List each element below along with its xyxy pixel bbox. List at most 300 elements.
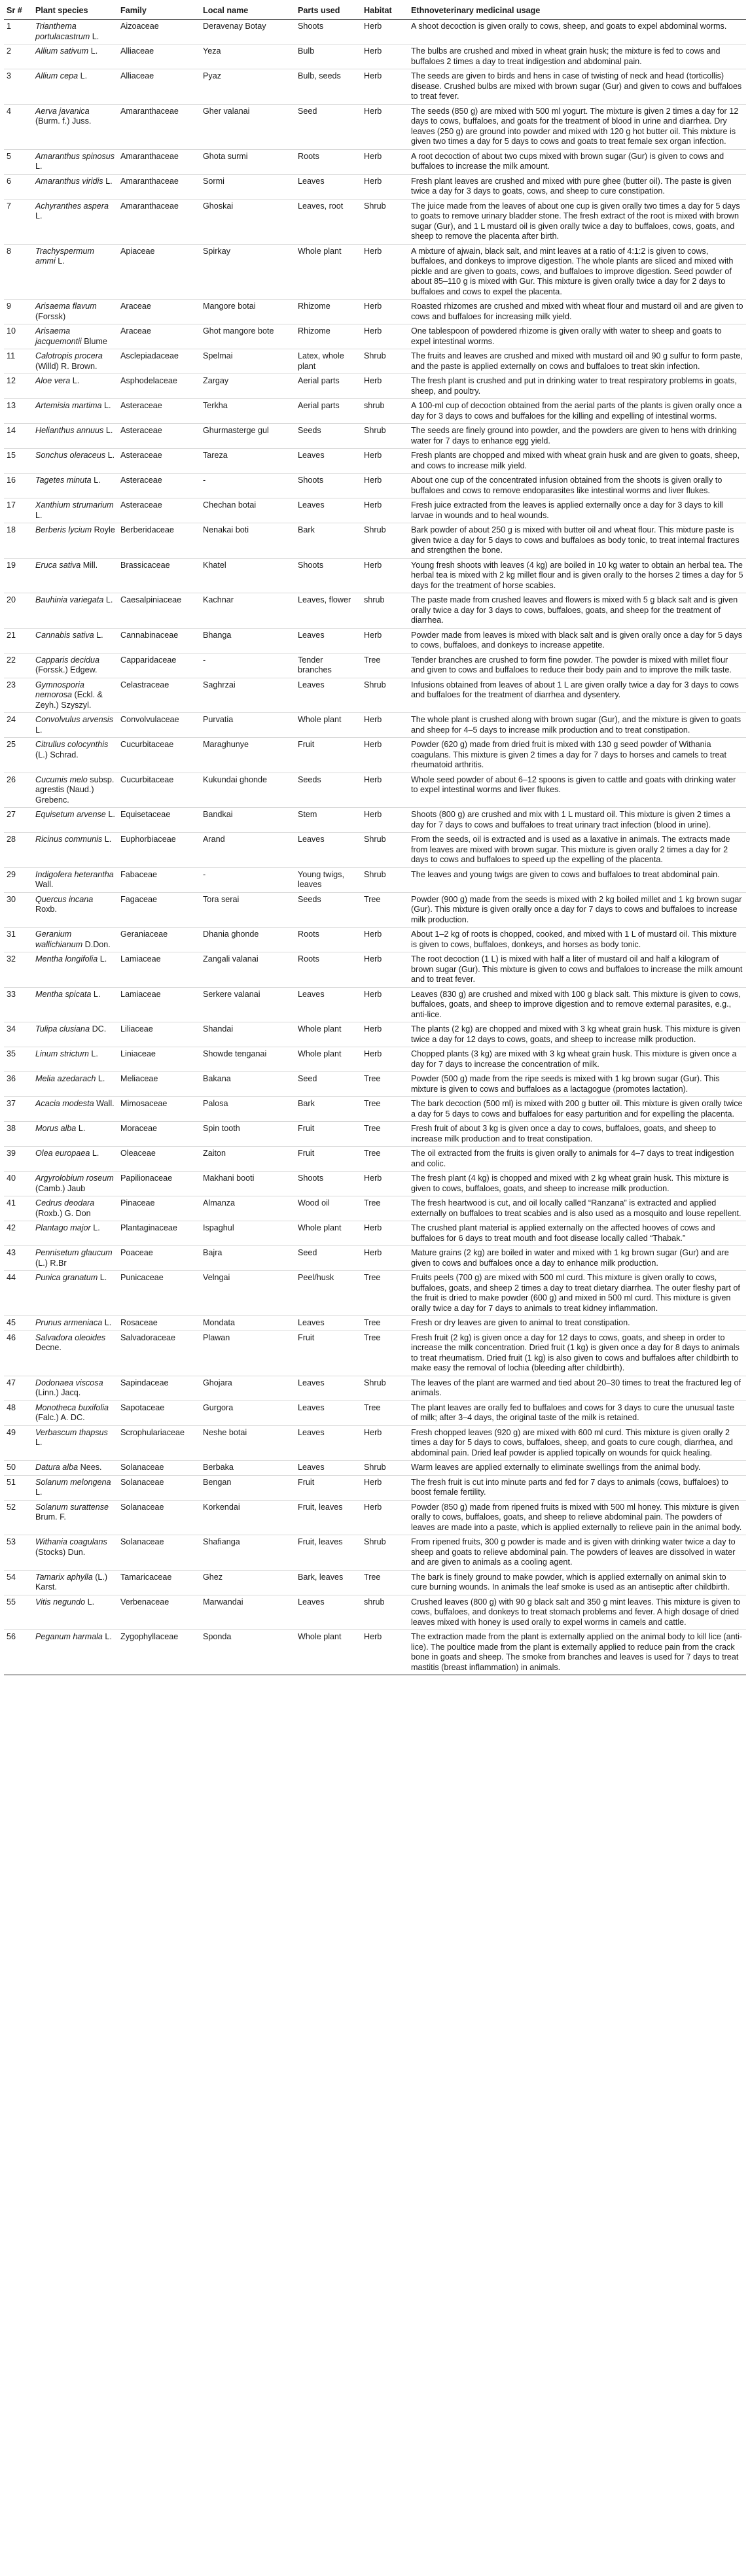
parts-used: Whole plant xyxy=(295,1630,361,1675)
local-name: Mondata xyxy=(200,1316,295,1331)
medicinal-usage: A 100-ml cup of decoction obtained from the aerial parts of the plants is given orally once a day for 3 days to cows and buffaloes for the killing and expelling of intestinal worms. xyxy=(408,399,746,424)
sr-number: 14 xyxy=(4,424,33,449)
parts-used: Bark xyxy=(295,1097,361,1122)
medicinal-usage: About one cup of the concentrated infusion obtained from the shoots is given orally to buffaloes and cows to remove endoparasites like intestinal worms and liver flukes. xyxy=(408,474,746,498)
family: Zygophyllaceae xyxy=(118,1630,200,1675)
species-name: Allium sativum xyxy=(35,46,89,56)
parts-used: Leaves xyxy=(295,498,361,523)
family: Brassicaceae xyxy=(118,558,200,593)
table-row xyxy=(4,593,746,629)
local-name: Bengan xyxy=(200,1475,295,1500)
table-row xyxy=(4,300,746,324)
parts-used: Leaves xyxy=(295,1316,361,1331)
plant-species xyxy=(33,374,118,399)
species-name: Solanum melongena xyxy=(35,1477,111,1487)
local-name: Spelmai xyxy=(200,349,295,374)
species-name: Trachyspermum ammi xyxy=(35,246,95,266)
species-name: Arisaema flavum xyxy=(35,302,97,311)
table-row xyxy=(4,1595,746,1630)
species-name: Xanthium strumarium xyxy=(35,500,114,510)
medicinal-usage: Fresh fruit of about 3 kg is given once a day to cows, buffaloes, goats, and sheep to increase milk production and to treat constipation. xyxy=(408,1122,746,1147)
plant-species xyxy=(33,558,118,593)
family: Asteraceae xyxy=(118,498,200,523)
table-row xyxy=(4,199,746,244)
medicinal-usage: Powder made from leaves is mixed with black salt and is given orally once a day for 5 days to cows, buffaloes, and donkeys to increase appetite. xyxy=(408,628,746,653)
plant-species xyxy=(33,1331,118,1376)
species-name: Dodonaea viscosa xyxy=(35,1378,103,1387)
medicinal-usage: One tablespoon of powdered rhizome is given orally with water to sheep and goats to expel intestinal worms. xyxy=(408,324,746,349)
medicinal-usage: Fresh fruit (2 kg) is given once a day for 12 days to cows, goats, and sheep in order to increase the milk concentration. Dried fruit (1 kg) is given once a day for 8 days to animals to treat rheumatism. Dried fruit (1 kg) is also given to cows and buffaloes after childbirth to make easy the removal of lochia (bleeding after childbirth). xyxy=(408,1331,746,1376)
plant-species xyxy=(33,1475,118,1500)
species-authority: L. xyxy=(35,510,43,520)
parts-used: Stem xyxy=(295,808,361,833)
plant-species xyxy=(33,1122,118,1147)
medicinal-usage: From ripened fruits, 300 g powder is made and is given with drinking water twice a day to sheep and goats to relieve abdominal pain. The powders of leaves are dissolved in water and are given to animals as a cooling agent. xyxy=(408,1535,746,1571)
parts-used: Leaves xyxy=(295,1595,361,1630)
habitat: Herb xyxy=(361,1246,408,1271)
plant-species xyxy=(33,20,118,44)
species-authority: Decne. xyxy=(35,1343,62,1352)
local-name: Korkendai xyxy=(200,1500,295,1535)
plant-species xyxy=(33,1271,118,1316)
species-name: Eruca sativa xyxy=(35,560,81,570)
local-name: Showde tenganai xyxy=(200,1047,295,1072)
local-name: Shandai xyxy=(200,1022,295,1047)
local-name: Spirkay xyxy=(200,244,295,300)
table-row xyxy=(4,1500,746,1535)
species-authority: subsp. agrestis (Naud.) Grebenc. xyxy=(35,775,115,805)
table-row xyxy=(4,244,746,300)
table-row xyxy=(4,474,746,498)
species-name: Trianthema portulacastrum xyxy=(35,22,90,41)
habitat: Tree xyxy=(361,1072,408,1097)
habitat: Herb xyxy=(361,558,408,593)
plant-species xyxy=(33,1570,118,1595)
species-authority: (Forssk.) Edgew. xyxy=(35,665,98,674)
local-name: Makhani booti xyxy=(200,1172,295,1196)
table-row xyxy=(4,928,746,952)
species-authority: (L.) Karst. xyxy=(35,1572,108,1592)
medicinal-usage: Powder (500 g) made from the ripe seeds is mixed with 1 kg brown sugar (Gur). This mixture is given to cows and buffaloes as a lactagogue (promotes lactation). xyxy=(408,1072,746,1097)
parts-used: Leaves xyxy=(295,987,361,1022)
plant-species xyxy=(33,1072,118,1097)
local-name: Palosa xyxy=(200,1097,295,1122)
habitat: Herb xyxy=(361,498,408,523)
plant-species xyxy=(33,1221,118,1246)
family: Araceae xyxy=(118,300,200,324)
parts-used: Whole plant xyxy=(295,244,361,300)
species-authority: L. xyxy=(105,595,113,604)
table-body xyxy=(4,20,746,1675)
family: Fagaceae xyxy=(118,892,200,928)
medicinal-usage: Shoots (800 g) are crushed and mix with 1 L mustard oil. This mixture is given 2 times a day for 7 days to cows and buffaloes to treat urinary tract infection (blood in urine). xyxy=(408,808,746,833)
plant-species xyxy=(33,1022,118,1047)
table-row xyxy=(4,1401,746,1425)
species-authority: (L.) R.Br xyxy=(35,1258,67,1268)
medicinal-usage: Crushed leaves (800 g) with 90 g black salt and 350 g mint leaves. This mixture is given to cows, buffaloes, and donkeys to treat stomach problems and fever. A high dosage of dried leaves mixed with honey is used orally to expel worms in camels and cattle. xyxy=(408,1595,746,1630)
species-name: Vitis negundo xyxy=(35,1597,86,1607)
species-authority: L. xyxy=(93,1223,100,1232)
parts-used: Shoots xyxy=(295,1172,361,1196)
parts-used: Fruit xyxy=(295,1147,361,1172)
habitat: Herb xyxy=(361,928,408,952)
parts-used: Bark, leaves xyxy=(295,1570,361,1595)
local-name: - xyxy=(200,653,295,678)
species-authority: L. xyxy=(90,46,98,56)
species-authority: L. xyxy=(80,71,88,80)
parts-used: Roots xyxy=(295,952,361,988)
parts-used: Bark xyxy=(295,523,361,559)
species-name: Olea europaea xyxy=(35,1149,90,1158)
table-row xyxy=(4,1147,746,1172)
sr-number: 51 xyxy=(4,1475,33,1500)
header-family: Family xyxy=(118,4,200,20)
local-name: Shafianga xyxy=(200,1535,295,1571)
sr-number: 38 xyxy=(4,1122,33,1147)
medicinal-usage: The leaves and young twigs are given to cows and buffaloes to treat abdominal pain. xyxy=(408,867,746,892)
family: Sapotaceae xyxy=(118,1401,200,1425)
table-row xyxy=(4,1570,746,1595)
medicinal-usage: The seeds are finely ground into powder, and the powders are given to hens with drinking water for 7 days to enhance egg yield. xyxy=(408,424,746,449)
table-row xyxy=(4,892,746,928)
species-name: Ricinus communis xyxy=(35,835,103,844)
local-name: Sormi xyxy=(200,174,295,199)
medicinal-usage: A shoot decoction is given orally to cows, sheep, and goats to expel abdominal worms. xyxy=(408,20,746,44)
family: Lamiaceae xyxy=(118,987,200,1022)
parts-used: Wood oil xyxy=(295,1196,361,1221)
table-row xyxy=(4,20,746,44)
local-name: Zargay xyxy=(200,374,295,399)
local-name: Maraghunye xyxy=(200,738,295,773)
species-name: Amaranthus spinosus xyxy=(35,151,115,161)
table-row xyxy=(4,867,746,892)
plant-species xyxy=(33,1461,118,1476)
species-authority: L. xyxy=(72,376,80,385)
table-row xyxy=(4,1072,746,1097)
local-name: Nenakai boti xyxy=(200,523,295,559)
species-name: Prunus armeniaca xyxy=(35,1318,103,1327)
family: Mimosaceae xyxy=(118,1097,200,1122)
species-name: Artemisia martima xyxy=(35,401,102,410)
family: Punicaceae xyxy=(118,1271,200,1316)
local-name: Tora serai xyxy=(200,892,295,928)
sr-number: 44 xyxy=(4,1271,33,1316)
habitat: Tree xyxy=(361,1097,408,1122)
sr-number: 13 xyxy=(4,399,33,424)
parts-used: Roots xyxy=(295,149,361,174)
species-name: Helianthus annuus xyxy=(35,426,104,435)
habitat: Herb xyxy=(361,244,408,300)
medicinal-usage: Fresh plants are chopped and mixed with wheat grain husk and are given to goats, sheep, and cows to increase milk yield. xyxy=(408,449,746,474)
header-row xyxy=(4,4,746,20)
medicinal-usage: Fresh chopped leaves (920 g) are mixed with 600 ml curd. This mixture is given orally 2 times a day for 5 days to cows, buffaloes, sheep, and goats to cure cough, diarrhea, and abdominal pain. Dried leaf powder is applied topically on wounds for quick healing. xyxy=(408,1425,746,1461)
parts-used: Aerial parts xyxy=(295,399,361,424)
species-authority: (Linn.) Jacq. xyxy=(35,1388,81,1397)
sr-number: 2 xyxy=(4,44,33,69)
medicinal-usage: Powder (850 g) made from ripened fruits is mixed with 500 ml honey. This mixture is given orally to cows, buffaloes, goats, and sheep to relieve abdominal pain. The powders of leaves are made into a paste, which is applied externally to relieve pain in the animal body. xyxy=(408,1500,746,1535)
table-row xyxy=(4,498,746,523)
species-authority: Wall. xyxy=(35,880,54,889)
family: Poaceae xyxy=(118,1246,200,1271)
sr-number: 8 xyxy=(4,244,33,300)
species-name: Punica granatum xyxy=(35,1273,98,1282)
habitat: Herb xyxy=(361,324,408,349)
habitat: Shrub xyxy=(361,199,408,244)
parts-used: Rhizome xyxy=(295,300,361,324)
local-name: Gher valanai xyxy=(200,104,295,149)
sr-number: 20 xyxy=(4,593,33,629)
family: Solanaceae xyxy=(118,1535,200,1571)
medicinal-usage: Fruits peels (700 g) are mixed with 500 ml curd. This mixture is given orally to cows, buffaloes, goats, and sheep 2 times a day to treat dietary diarrhea. The outer fleshy part of the fruit is dried to make powder (600 g) and mixed in 500 ml curd. This mixture is given orally twice a day for 7 days to animals to treat kidney inflammation. xyxy=(408,1271,746,1316)
local-name: Khatel xyxy=(200,558,295,593)
species-authority: (Burm. f.) Juss. xyxy=(35,116,92,126)
local-name: Arand xyxy=(200,833,295,868)
species-authority: L. xyxy=(104,835,112,844)
plant-species xyxy=(33,593,118,629)
parts-used: Whole plant xyxy=(295,713,361,738)
sr-number: 16 xyxy=(4,474,33,498)
habitat: Tree xyxy=(361,1316,408,1331)
table-row xyxy=(4,149,746,174)
family: Pinaceae xyxy=(118,1196,200,1221)
family: Caesalpiniaceae xyxy=(118,593,200,629)
habitat: Herb xyxy=(361,1022,408,1047)
plant-species xyxy=(33,498,118,523)
table-row xyxy=(4,1331,746,1376)
species-name: Verbascum thapsus xyxy=(35,1427,108,1437)
species-authority: L. xyxy=(58,256,65,266)
plant-species xyxy=(33,199,118,244)
local-name: Zaiton xyxy=(200,1147,295,1172)
habitat: Herb xyxy=(361,20,408,44)
table-row xyxy=(4,1022,746,1047)
table-row xyxy=(4,104,746,149)
family: Asclepiadaceae xyxy=(118,349,200,374)
species-name: Mentha spicata xyxy=(35,989,92,999)
habitat: shrub xyxy=(361,593,408,629)
species-name: Withania coagulans xyxy=(35,1537,107,1546)
species-authority: L. xyxy=(92,31,99,41)
local-name: Marwandai xyxy=(200,1595,295,1630)
habitat: Herb xyxy=(361,149,408,174)
family: Tamaricaceae xyxy=(118,1570,200,1595)
plant-species xyxy=(33,928,118,952)
species-authority: (Falc.) A. DC. xyxy=(35,1413,85,1422)
species-name: Indigofera heterantha xyxy=(35,869,114,879)
family: Sapindaceae xyxy=(118,1376,200,1401)
local-name: Ispaghul xyxy=(200,1221,295,1246)
medicinal-usage: Chopped plants (3 kg) are mixed with 3 kg wheat grain husk. This mixture is given once a day for 7 days to increase the concentration of milk. xyxy=(408,1047,746,1072)
habitat: Herb xyxy=(361,713,408,738)
species-authority: L. xyxy=(105,176,113,186)
sr-number: 7 xyxy=(4,199,33,244)
medicinal-usage: The plant leaves are orally fed to buffaloes and cows for 3 days to cure the unusual taste of milk; after 3–4 days, the original taste of the milk is retained. xyxy=(408,1401,746,1425)
table-row xyxy=(4,449,746,474)
family: Amaranthaceae xyxy=(118,149,200,174)
family: Celastraceae xyxy=(118,678,200,713)
plant-species xyxy=(33,653,118,678)
family: Convolvulaceae xyxy=(118,713,200,738)
sr-number: 35 xyxy=(4,1047,33,1072)
habitat: Herb xyxy=(361,628,408,653)
species-authority: L. xyxy=(105,426,113,435)
habitat: Tree xyxy=(361,1401,408,1425)
family: Asteraceae xyxy=(118,474,200,498)
sr-number: 52 xyxy=(4,1500,33,1535)
sr-number: 31 xyxy=(4,928,33,952)
plant-species xyxy=(33,349,118,374)
plant-species xyxy=(33,1535,118,1571)
species-authority: (Camb.) Jaub xyxy=(35,1183,86,1193)
medicinal-usage: The plants (2 kg) are chopped and mixed with 3 kg wheat grain husk. This mixture is given twice a day for 12 days to cows, goats, and sheep to increase milk production. xyxy=(408,1022,746,1047)
habitat: Shrub xyxy=(361,523,408,559)
sr-number: 29 xyxy=(4,867,33,892)
habitat: Shrub xyxy=(361,1461,408,1476)
parts-used: Fruit xyxy=(295,1331,361,1376)
table-row xyxy=(4,738,746,773)
sr-number: 34 xyxy=(4,1022,33,1047)
plant-species xyxy=(33,833,118,868)
local-name: - xyxy=(200,474,295,498)
parts-used: Fruit xyxy=(295,738,361,773)
sr-number: 12 xyxy=(4,374,33,399)
medicinal-usage: The fresh fruit is cut into minute parts and fed for 7 days to animals (cows, buffaloes) to boost female fertility. xyxy=(408,1475,746,1500)
species-name: Tagetes minuta xyxy=(35,476,92,485)
local-name: Serkere valanai xyxy=(200,987,295,1022)
species-authority: Brum. F. xyxy=(35,1512,66,1522)
family: Meliaceae xyxy=(118,1072,200,1097)
plant-species xyxy=(33,104,118,149)
species-authority: L. xyxy=(35,725,43,735)
species-authority: L. xyxy=(105,1632,112,1641)
table-row xyxy=(4,952,746,988)
header-habitat: Habitat xyxy=(361,4,408,20)
medicinal-usage: From the seeds, oil is extracted and is used as a laxative in animals. The extracts made from leaves are mixed with brown sugar. This mixture is given orally 2 times a day for 2 days to cows and buffaloes to speed up the expelling of the placenta. xyxy=(408,833,746,868)
local-name: Deravenay Botay xyxy=(200,20,295,44)
table-row xyxy=(4,1097,746,1122)
species-authority: L. xyxy=(35,1438,43,1447)
table-row xyxy=(4,773,746,808)
habitat: Herb xyxy=(361,69,408,105)
parts-used: Leaves xyxy=(295,1461,361,1476)
parts-used: Fruit xyxy=(295,1122,361,1147)
plant-species xyxy=(33,424,118,449)
species-authority: (Willd) R. Brown. xyxy=(35,361,98,371)
local-name: Ghez xyxy=(200,1570,295,1595)
family: Amaranthaceae xyxy=(118,174,200,199)
family: Fabaceae xyxy=(118,867,200,892)
sr-number: 48 xyxy=(4,1401,33,1425)
sr-number: 11 xyxy=(4,349,33,374)
family: Solanaceae xyxy=(118,1461,200,1476)
local-name: Kachnar xyxy=(200,593,295,629)
medicinal-usage: Tender branches are crushed to form fine powder. The powder is mixed with millet flour and given to cows and buffaloes to reduce their body pain and to improve the milk taste. xyxy=(408,653,746,678)
sr-number: 10 xyxy=(4,324,33,349)
habitat: Herb xyxy=(361,1172,408,1196)
parts-used: Leaves xyxy=(295,628,361,653)
parts-used: Seed xyxy=(295,1246,361,1271)
family: Papilionaceae xyxy=(118,1172,200,1196)
parts-used: Seeds xyxy=(295,424,361,449)
plant-species xyxy=(33,324,118,349)
plant-species xyxy=(33,773,118,808)
parts-used: Seed xyxy=(295,1072,361,1097)
species-name: Acacia modesta xyxy=(35,1099,94,1108)
parts-used: Whole plant xyxy=(295,1221,361,1246)
table-row xyxy=(4,349,746,374)
species-name: Berberis lycium xyxy=(35,525,92,534)
family: Asteraceae xyxy=(118,399,200,424)
medicinal-usage: The oil extracted from the fruits is given orally to animals for 4–7 days to treat indigestion and colic. xyxy=(408,1147,746,1172)
habitat: Tree xyxy=(361,892,408,928)
local-name: Tareza xyxy=(200,449,295,474)
local-name: Purvatia xyxy=(200,713,295,738)
local-name: Bajra xyxy=(200,1246,295,1271)
table-row xyxy=(4,808,746,833)
table-row xyxy=(4,523,746,559)
parts-used: Rhizome xyxy=(295,324,361,349)
table-row xyxy=(4,1376,746,1401)
habitat: Herb xyxy=(361,1475,408,1500)
plant-species xyxy=(33,1172,118,1196)
plant-species xyxy=(33,149,118,174)
sr-number: 6 xyxy=(4,174,33,199)
local-name: Gurgora xyxy=(200,1401,295,1425)
species-name: Cannabis sativa xyxy=(35,630,94,640)
local-name: Berbaka xyxy=(200,1461,295,1476)
medicinal-usage: The leaves of the plant are warmed and tied about 20–30 times to treat the fractured leg of animals. xyxy=(408,1376,746,1401)
family: Solanaceae xyxy=(118,1500,200,1535)
family: Aizoaceae xyxy=(118,20,200,44)
parts-used: Fruit, leaves xyxy=(295,1500,361,1535)
medicinal-usage: The paste made from crushed leaves and flowers is mixed with 5 g black salt and is given orally twice a day for 3 days to cows, buffaloes, goats, and sheep for the treatment of diarrhea. xyxy=(408,593,746,629)
plant-species xyxy=(33,867,118,892)
local-name: Chechan botai xyxy=(200,498,295,523)
plant-species xyxy=(33,628,118,653)
table-row xyxy=(4,174,746,199)
family: Moraceae xyxy=(118,1122,200,1147)
habitat: Herb xyxy=(361,1500,408,1535)
family: Solanaceae xyxy=(118,1475,200,1500)
sr-number: 40 xyxy=(4,1172,33,1196)
table-row xyxy=(4,558,746,593)
medicinal-usage: The fresh heartwood is cut, and oil locally called “Ranzana” is extracted and applied externally on buffaloes to treat scabies and is also used as a mosquito and louse repellent. xyxy=(408,1196,746,1221)
local-name: Kukundai ghonde xyxy=(200,773,295,808)
species-name: Sonchus oleraceus xyxy=(35,451,106,460)
plant-species xyxy=(33,952,118,988)
table-row xyxy=(4,653,746,678)
species-name: Solanum surattense xyxy=(35,1502,109,1512)
local-name: Ghojara xyxy=(200,1376,295,1401)
parts-used: Leaves, flower xyxy=(295,593,361,629)
species-name: Plantago major xyxy=(35,1223,91,1232)
family: Liliaceae xyxy=(118,1022,200,1047)
species-name: Amaranthus viridis xyxy=(35,176,103,186)
local-name: Yeza xyxy=(200,44,295,69)
sr-number: 33 xyxy=(4,987,33,1022)
habitat: Herb xyxy=(361,1425,408,1461)
plant-species xyxy=(33,1425,118,1461)
habitat: Herb xyxy=(361,808,408,833)
local-name: Saghrzai xyxy=(200,678,295,713)
species-authority: L. xyxy=(91,1049,98,1058)
parts-used: Shoots xyxy=(295,20,361,44)
habitat: Tree xyxy=(361,1122,408,1147)
species-name: Gymnosporia nemorosa xyxy=(35,680,84,699)
habitat: Herb xyxy=(361,300,408,324)
habitat: Herb xyxy=(361,1047,408,1072)
local-name: - xyxy=(200,867,295,892)
